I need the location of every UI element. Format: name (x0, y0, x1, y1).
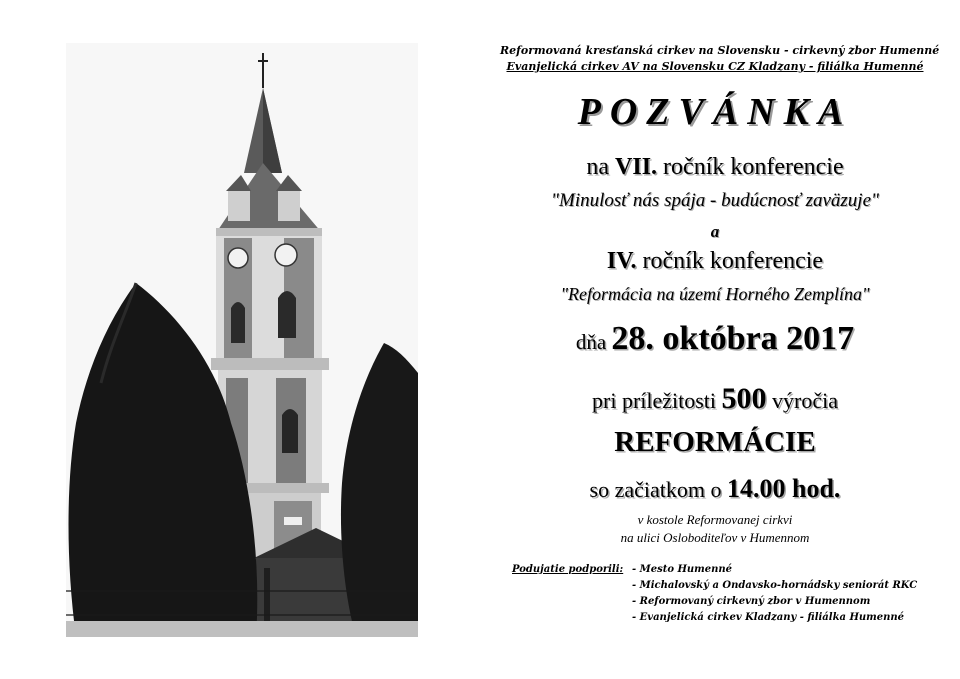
start-line (500, 474, 930, 504)
date-prefix: dňa (575, 330, 612, 354)
date-value: 28. októbra 2017 (611, 320, 855, 357)
occasion-suffix: výročia (766, 388, 838, 413)
conference-1-suffix: ročník konferencie (657, 154, 844, 180)
start-prefix: so začiatkom o (589, 477, 728, 502)
occasion-prefix: pri príležitosti (592, 388, 722, 413)
supporter-item: - Reformovaný cirkevný zbor v Humennom (632, 596, 871, 607)
supporters-label: Podujatie podporili: (512, 564, 624, 575)
venue-line-1: v kostole Reformovanej cirkvi (637, 512, 793, 527)
date-line (500, 320, 930, 358)
header-line-2: Evanjelická cirkev AV na Slovensku CZ Kladzany - filiálka Humenné (506, 60, 924, 73)
conference-2-number: IV. (606, 248, 637, 274)
supporter-item: - Evanjelická cirkev Kladzany - filiálka Humenné (632, 612, 905, 623)
occasion-line (500, 382, 930, 416)
conference-1-prefix: na (586, 154, 616, 180)
supporter-item: - Mesto Humenné (632, 564, 733, 575)
supporter-item: - Michalovský a Ondavsko-hornádsky seniorát RKC (632, 580, 918, 591)
invitation-title: POZVÁNKA (577, 91, 853, 133)
conference-2-motto: "Reformácia na území Horného Zemplína" (560, 284, 870, 304)
reformation-heading: REFORMÁCIE (614, 426, 816, 458)
church-photo (66, 43, 418, 637)
conference-1-line (500, 154, 930, 181)
conference-1-motto: "Minulosť nás spája - budúcnosť zaväzuje" (551, 190, 879, 211)
conference-1-number: VII. (615, 154, 658, 180)
conference-2-suffix: ročník konferencie (636, 248, 824, 274)
venue-line-2: na ulici Osloboditeľov v Humennom (620, 530, 810, 545)
conference-2-line (500, 248, 930, 275)
header-line-1: Reformovaná kresťanská cirkev na Slovensku - cirkevný zbor Humenné (500, 44, 940, 57)
start-time: 14.00 hod. (727, 474, 841, 503)
connector: a (710, 222, 720, 241)
occasion-number: 500 (721, 382, 767, 415)
